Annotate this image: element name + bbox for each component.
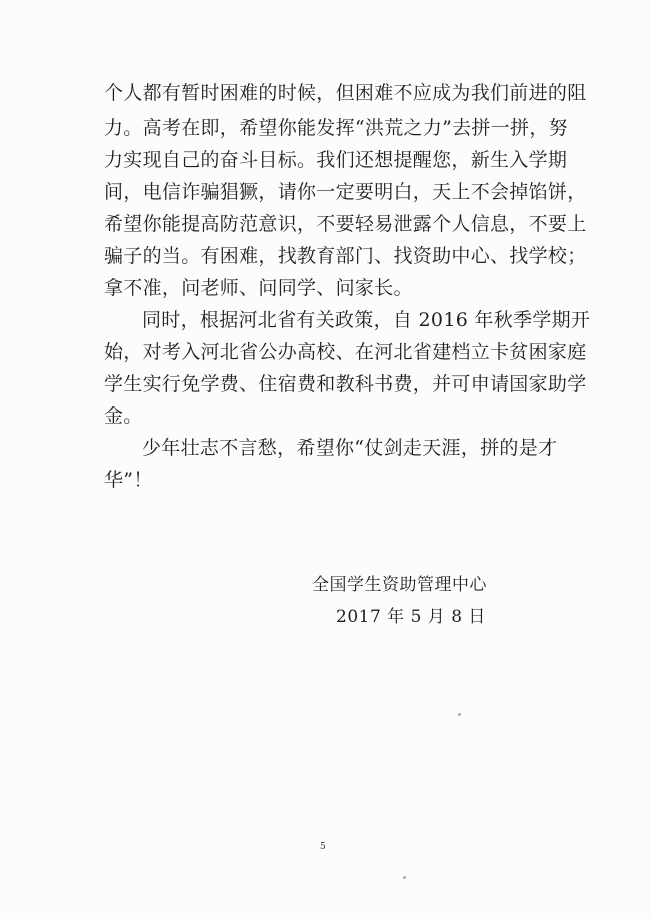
- paragraph-line: 同时，根据河北省有关政策，自 2016 年秋季学期开: [142, 309, 591, 331]
- paragraph-line: 个人都有暂时困难的时候，但困难不应成为我们前进的阻: [104, 82, 587, 104]
- paragraph-line: 希望你能提高防范意识，不要轻易泄露个人信息，不要上: [104, 213, 587, 235]
- paragraph-line: 拿不准，问老师、问同学、问家长。: [104, 277, 413, 299]
- paragraph-line: 学生实行免学费、住宿费和教科书费，并可申请国家助学: [104, 373, 587, 395]
- paragraph-line: 间，电信诈骗猖獗，请你一定要明白，天上不会掉馅饼，: [104, 181, 587, 203]
- page-number: 5: [320, 842, 326, 852]
- paragraph-line: 骗子的当。有困难，找教育部门、找资助中心、找学校；: [104, 245, 587, 267]
- paragraph-line: 少年壮志不言愁，希望你“仗剑走天涯，拼的是才: [142, 437, 558, 459]
- paragraph-line: 金。: [104, 405, 143, 427]
- signature-date: 2017 年 5 月 8 日: [336, 607, 486, 627]
- paragraph-line: 力实现自己的奋斗目标。我们还想提醒您，新生入学期: [104, 149, 568, 171]
- scan-speck: [458, 713, 461, 716]
- signature-organization: 全国学生资助管理中心: [312, 575, 487, 595]
- paragraph-line: 华”！: [104, 469, 153, 491]
- paragraph-line: 始，对考入河北省公办高校、在河北省建档立卡贫困家庭: [104, 341, 587, 363]
- scan-speck: [403, 876, 406, 879]
- paragraph-line: 力。高考在即，希望你能发挥“洪荒之力”去拼一拼，努: [104, 117, 568, 139]
